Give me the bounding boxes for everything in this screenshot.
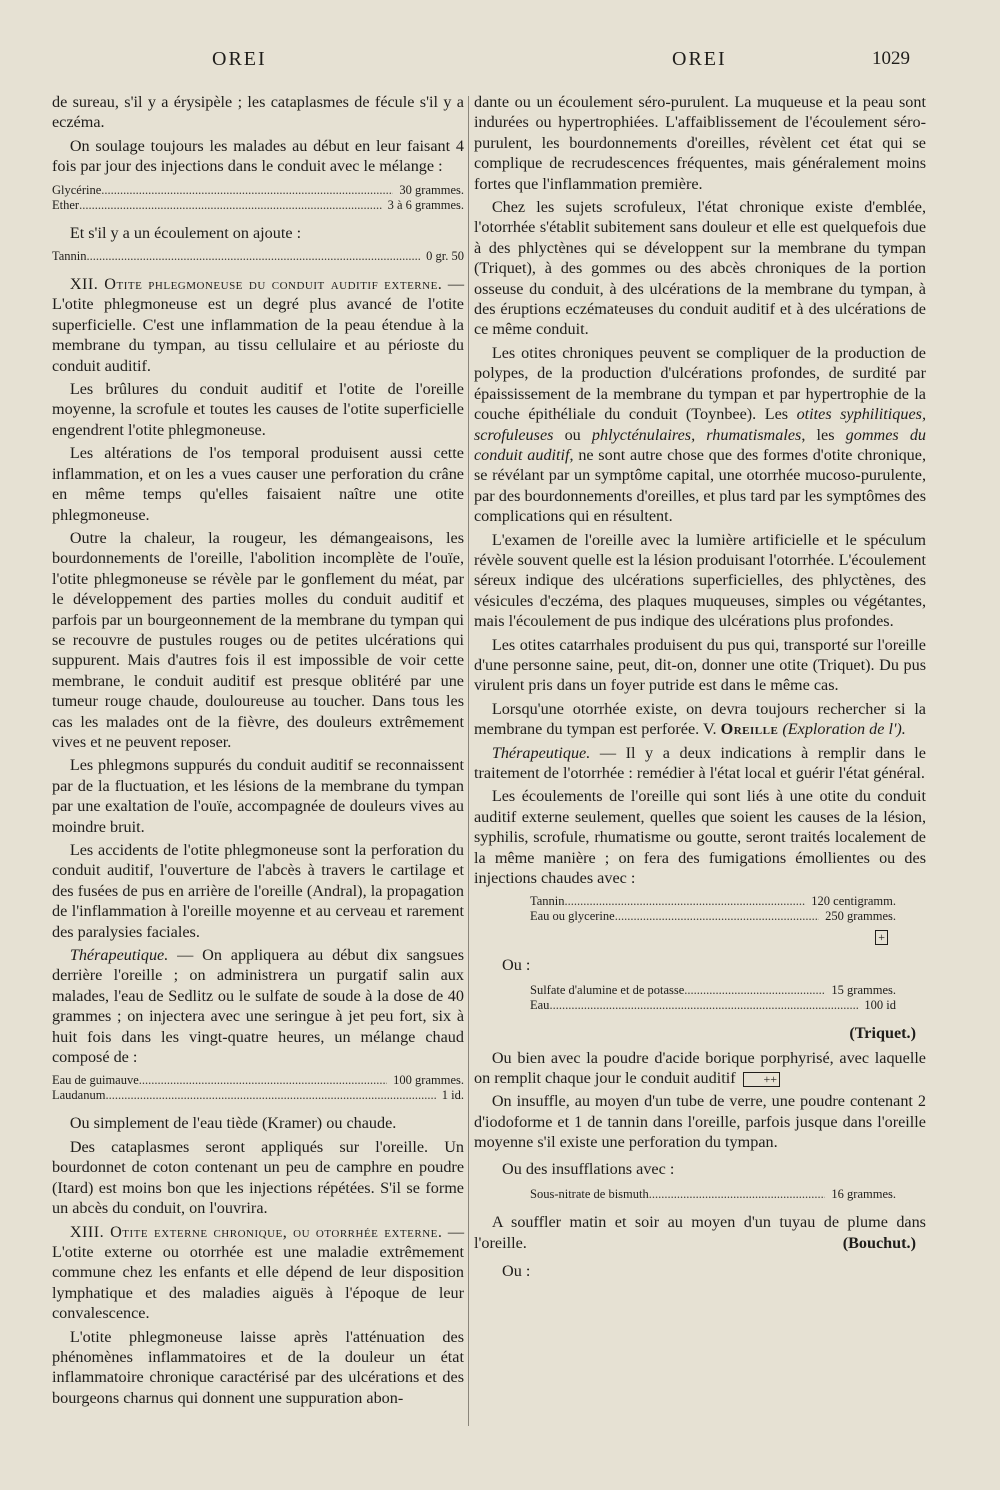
paragraph: On soulage toujours les malades au début en leur faisant 4 fois par jour des injections dans le conduit avec le mélange : [52, 136, 464, 176]
formula-row [52, 1073, 464, 1088]
paragraph: de sureau, s'il y a érysipèle ; les cataplasmes de fécule s'il y a eczéma. [52, 93, 464, 132]
ingredient-name: Eau de guimauve [52, 1073, 139, 1088]
ingredient-quantity: 30 grammes. [399, 182, 464, 197]
ingredient-name: Ether [52, 197, 80, 212]
therapeutics-paragraph [52, 945, 464, 1067]
section-text: — L'otite externe ou otorrhée est une maladie extrêmement commune chez les enfants et elle dépend de leur disposition lymphatique et des maladies aiguës à l'époque de leur convalescence. [52, 1222, 464, 1323]
ingredient-name: Eau [530, 998, 550, 1013]
ingredient-name: Sous-nitrate de bismuth [530, 1187, 649, 1202]
formula-row [530, 983, 896, 998]
text-run: Ou bien avec la poudre d'acide borique porphyrisé, avec laquelle on remplit chaque jour le conduit auditif [474, 1048, 926, 1088]
dot-leader [87, 249, 421, 264]
text-run: A souffler matin et soir au moyen d'un tuyau de plume dans l'oreille. [474, 1213, 926, 1252]
text-run: , les [801, 425, 846, 444]
paragraph-crossref [474, 699, 926, 740]
alternative-label: Ou des insufflations avec : [502, 1159, 675, 1178]
formula-tannin-glycerine [530, 894, 896, 924]
formula-row [52, 1088, 464, 1103]
running-header [0, 48, 1000, 84]
paragraph-blow [474, 1212, 926, 1253]
ingredient-name: Tannin [52, 249, 87, 264]
section-xiii [52, 1222, 464, 1324]
double-plus-box-icon: ++ [743, 1072, 780, 1087]
paragraph: Les accidents de l'otite phlegmoneuse sont la perforation du conduit auditif, l'ouverture de l'abcès à travers le cartilage et des fusées de pus en arrière de l'oreille (Andral), la propagation de l'inflammation à l'oreille moyenne et au cerveau et rarement des paralysies faciales. [52, 841, 464, 941]
paragraph-boric [474, 1048, 926, 1089]
text-run: ou [553, 425, 592, 444]
author-credit: (Triquet.) [849, 1024, 916, 1043]
paragraph: Des cataplasmes seront appliqués sur l'oreille. Un bourdonnet de coton contenant un peu de camphre en poudre (Itard) est moins bon que les injections répétées. S'il se forme un abcès du conduit, on l'ouvrira. [52, 1137, 464, 1218]
ingredient-quantity: 16 grammes. [831, 1187, 896, 1202]
formula-alum [530, 983, 896, 1013]
formula-glycerine-ether [52, 183, 464, 213]
italic-term: gommes du conduit auditif [474, 425, 927, 464]
ingredient-quantity: 100 grammes. [393, 1073, 464, 1088]
dot-leader [565, 894, 806, 909]
section-xii [52, 274, 464, 376]
formula-tannin [52, 249, 464, 264]
paragraph: Les phlegmons suppurés du conduit auditif se reconnaissent par de la fluctuation, et les lésions de la membrane du tympan par une exaltation de l'ouïe, accompagnée de douleurs vives au moindre bruit. [52, 756, 464, 836]
cross-reference-subtitle: (Exploration de l'). [782, 720, 906, 739]
formula-row [530, 909, 896, 924]
italic-term: otites syphilitiques, scrofuleuses [474, 405, 926, 444]
paragraph: Outre la chaleur, la rougeur, les démangeaisons, les bourdonnements de l'oreille, l'abolition incomplète de l'ouïe, l'otite phlegmoneuse se révèle par le gonflement du méat, par le développement des parties molles du conduit auditif et parfois par un bourgeonnement de la membrane du tympan qui se recouvre de pustules rouges ou de petites ulcérations qui suppurent. Mais d'autres fois il est impossible de voir cette membrane, le conduit auditif est presque oblitéré par une tumeur rouge chaude, douloureuse au toucher. Dans tous les cas les malades ont de la fièvre, des douleurs extrêmement vives et ne peuvent reposer. [52, 528, 464, 751]
dot-leader [79, 198, 382, 213]
ingredient-quantity: 15 grammes. [831, 983, 896, 998]
left-running-title: OREI [212, 48, 267, 70]
therapeutics-paragraph [474, 743, 926, 784]
ingredient-name: Eau ou glycerine [530, 909, 615, 924]
therapeutics-text: — On appliquera au début dix sangsues derrière l'oreille ; on administrera un purgatif salin aux malades, l'eau de Sedlitz ou le sulfate de soude à la dose de 40 grammes ; on injectera avec une seringue à jet peu fort, six à huit fois dans les vingt-quatre heures, un mélange chaud composé de : [52, 946, 464, 1067]
dot-leader [615, 909, 819, 924]
dot-leader [101, 183, 393, 198]
formula-guimauve [52, 1073, 464, 1103]
section-heading-xiii: XIII. Otite externe chronique, ou otorrhée externe. [69, 1222, 443, 1241]
cross-reference: Oreille [720, 720, 779, 739]
paragraph: Les brûlures du conduit auditif et l'otite de l'oreille moyenne, la scrofule et toutes les causes de l'otite superficielle engendrent l'otite phlegmoneuse. [52, 380, 464, 439]
ingredient-quantity: 100 id [864, 998, 896, 1013]
ingredient-quantity: 0 gr. 50 [426, 249, 464, 264]
right-running-title: OREI [672, 48, 727, 70]
paragraph: dante ou un écoulement séro-purulent. La muqueuse et la peau sont indurées ou hypertrophiées. L'affaiblissement de l'écoulement séro-purulent, les bourdonnements d'oreilles, révèlent cet état qui se complique de recrudescences fréquentes, mais généralement moins fortes que l'inflammation première. [474, 93, 926, 193]
page-number: 1029 [872, 48, 910, 69]
ingredient-quantity: 120 centigramm. [811, 894, 896, 909]
formula-row [52, 198, 464, 213]
paragraph: Ou simplement de l'eau tiède (Kramer) ou chaude. [69, 1114, 397, 1133]
paragraph: Les écoulements de l'oreille qui sont liés à une otite du conduit auditif externe seulement, quelles que soient les causes de la lésion, syphilis, scrofule, rhumatisme ou goutte, seront traités localement de la même manière ; on fera des fumigations émollientes ou des injections chaudes avec : [474, 787, 926, 888]
author-credit: (Bouchut.) [842, 1233, 916, 1252]
section-heading-xii: XII. Otite phlegmoneuse du conduit auditif externe. [69, 275, 443, 294]
formula-row [52, 249, 464, 264]
text-run: Les otites chroniques peuvent se compliquer de la production de polypes, de la production d'ulcérations profondes, de surdité par épaississement de la membrane du tympan et par hypertrophie de la couche épithéliale du conduit (Toynbee). Les [474, 343, 926, 424]
paragraph: Chez les sujets scrofuleux, l'état chronique existe d'emblée, l'otorrhée s'établit subitement sans douleur et elle est quelquefois due à des phlyctènes qui se développent sur la membrane du tympan (Triquet), à des gommes ou des abcès chroniques de la portion osseuse du conduit, à des ulcérations de la membrane du tympan, à des éruptions eczémateuses du conduit auditif et à des ulcérations de ce même conduit. [474, 198, 926, 339]
therapeutics-label: Thérapeutique. [491, 743, 591, 762]
dot-leader [649, 1187, 826, 1202]
ingredient-name: Sulfate d'alumine et de potasse [530, 983, 685, 998]
italic-term: phlycténulaires, rhumatismales [591, 425, 802, 444]
formula-row [530, 894, 896, 909]
mark-row [474, 926, 888, 946]
ingredient-name: Tannin [530, 894, 565, 909]
column-divider [468, 96, 469, 1426]
dot-leader [684, 983, 825, 998]
ingredient-quantity: 1 id. [441, 1088, 464, 1103]
formula-row [52, 183, 464, 198]
therapeutics-label: Thérapeutique. [69, 946, 169, 965]
formula-row [530, 998, 896, 1013]
dot-leader [549, 998, 858, 1013]
left-column [52, 92, 464, 1411]
right-column [474, 92, 926, 1289]
formula-bismuth [530, 1187, 896, 1202]
ingredient-quantity: 3 à 6 grammes. [387, 197, 464, 212]
text-run: , ne sont autre chose que des formes d'otite chronique, se révélant par un symptôme capital, une otorrhée mucoso-purulente, par des bourdonnements d'oreilles, et plus tard par les symptômes des complications qui en résultent. [474, 445, 926, 526]
paragraph: On insuffle, au moyen d'un tube de verre, une poudre contenant 2 d'iodoforme et 1 de tannin dans l'oreille, parfois jusque dans l'oreille moyenne s'il existe une perforation du tympan. [474, 1092, 926, 1152]
therapeutics-text: — Il y a deux indications à remplir dans le traitement de l'otorrhée : remédier à l'état local et guérir l'état général. [474, 743, 926, 782]
paragraph: L'otite phlegmoneuse laisse après l'atténuation des phénomènes inflammatoires et de la douleur un état inflammatoire chronique caractérisé par des ulcérations et des bourgeons charnus qui donnent une suppuration abon- [52, 1327, 464, 1407]
dot-leader [105, 1088, 435, 1103]
paragraph-chronic-forms [474, 343, 926, 527]
formula-row [530, 1187, 896, 1202]
text-run: Lorsqu'une otorrhée existe, on devra toujours rechercher si la membrane du tympan est perforée. V. [474, 699, 926, 739]
section-text: — L'otite phlegmoneuse est un degré plus avancé de l'otite superficielle. C'est une inflammation de la peau étendue à la membrane du tympan, au tissu cellulaire et au périoste du conduit auditif. [52, 275, 465, 375]
dot-leader [139, 1073, 387, 1088]
paragraph: Les otites catarrhales produisent du pus qui, transporté sur l'oreille d'une personne saine, peut, dit-on, donner une otite (Triquet). Du pus virulent pris dans un foyer putride est dans le même cas. [474, 635, 926, 695]
plus-box-icon: + [875, 930, 888, 945]
ingredient-name: Laudanum [52, 1088, 106, 1103]
ingredient-name: Glycérine [52, 182, 102, 197]
alternative-label: Ou : [502, 955, 531, 974]
paragraph: L'examen de l'oreille avec la lumière artificielle et le spéculum révèle souvent quelle est la lésion produisant l'otorrhée. L'écoulement séreux indique des ulcérations superficielles, des phlyctènes, des vésicules d'eczéma, des plaques muqueuses, simples ou végétantes, mais l'écoulement de pus indique des ulcérations plus profondes. [474, 530, 926, 631]
alternative-label: Ou : [502, 1261, 531, 1280]
paragraph: Les altérations de l'os temporal produisent aussi cette inflammation, et on les a vues causer une perforation du crâne en même temps qu'elles faisaient naître une otite phlegmoneuse. [52, 444, 464, 524]
paragraph: Et s'il y a un écoulement on ajoute : [69, 223, 302, 242]
ingredient-quantity: 250 grammes. [825, 909, 896, 924]
